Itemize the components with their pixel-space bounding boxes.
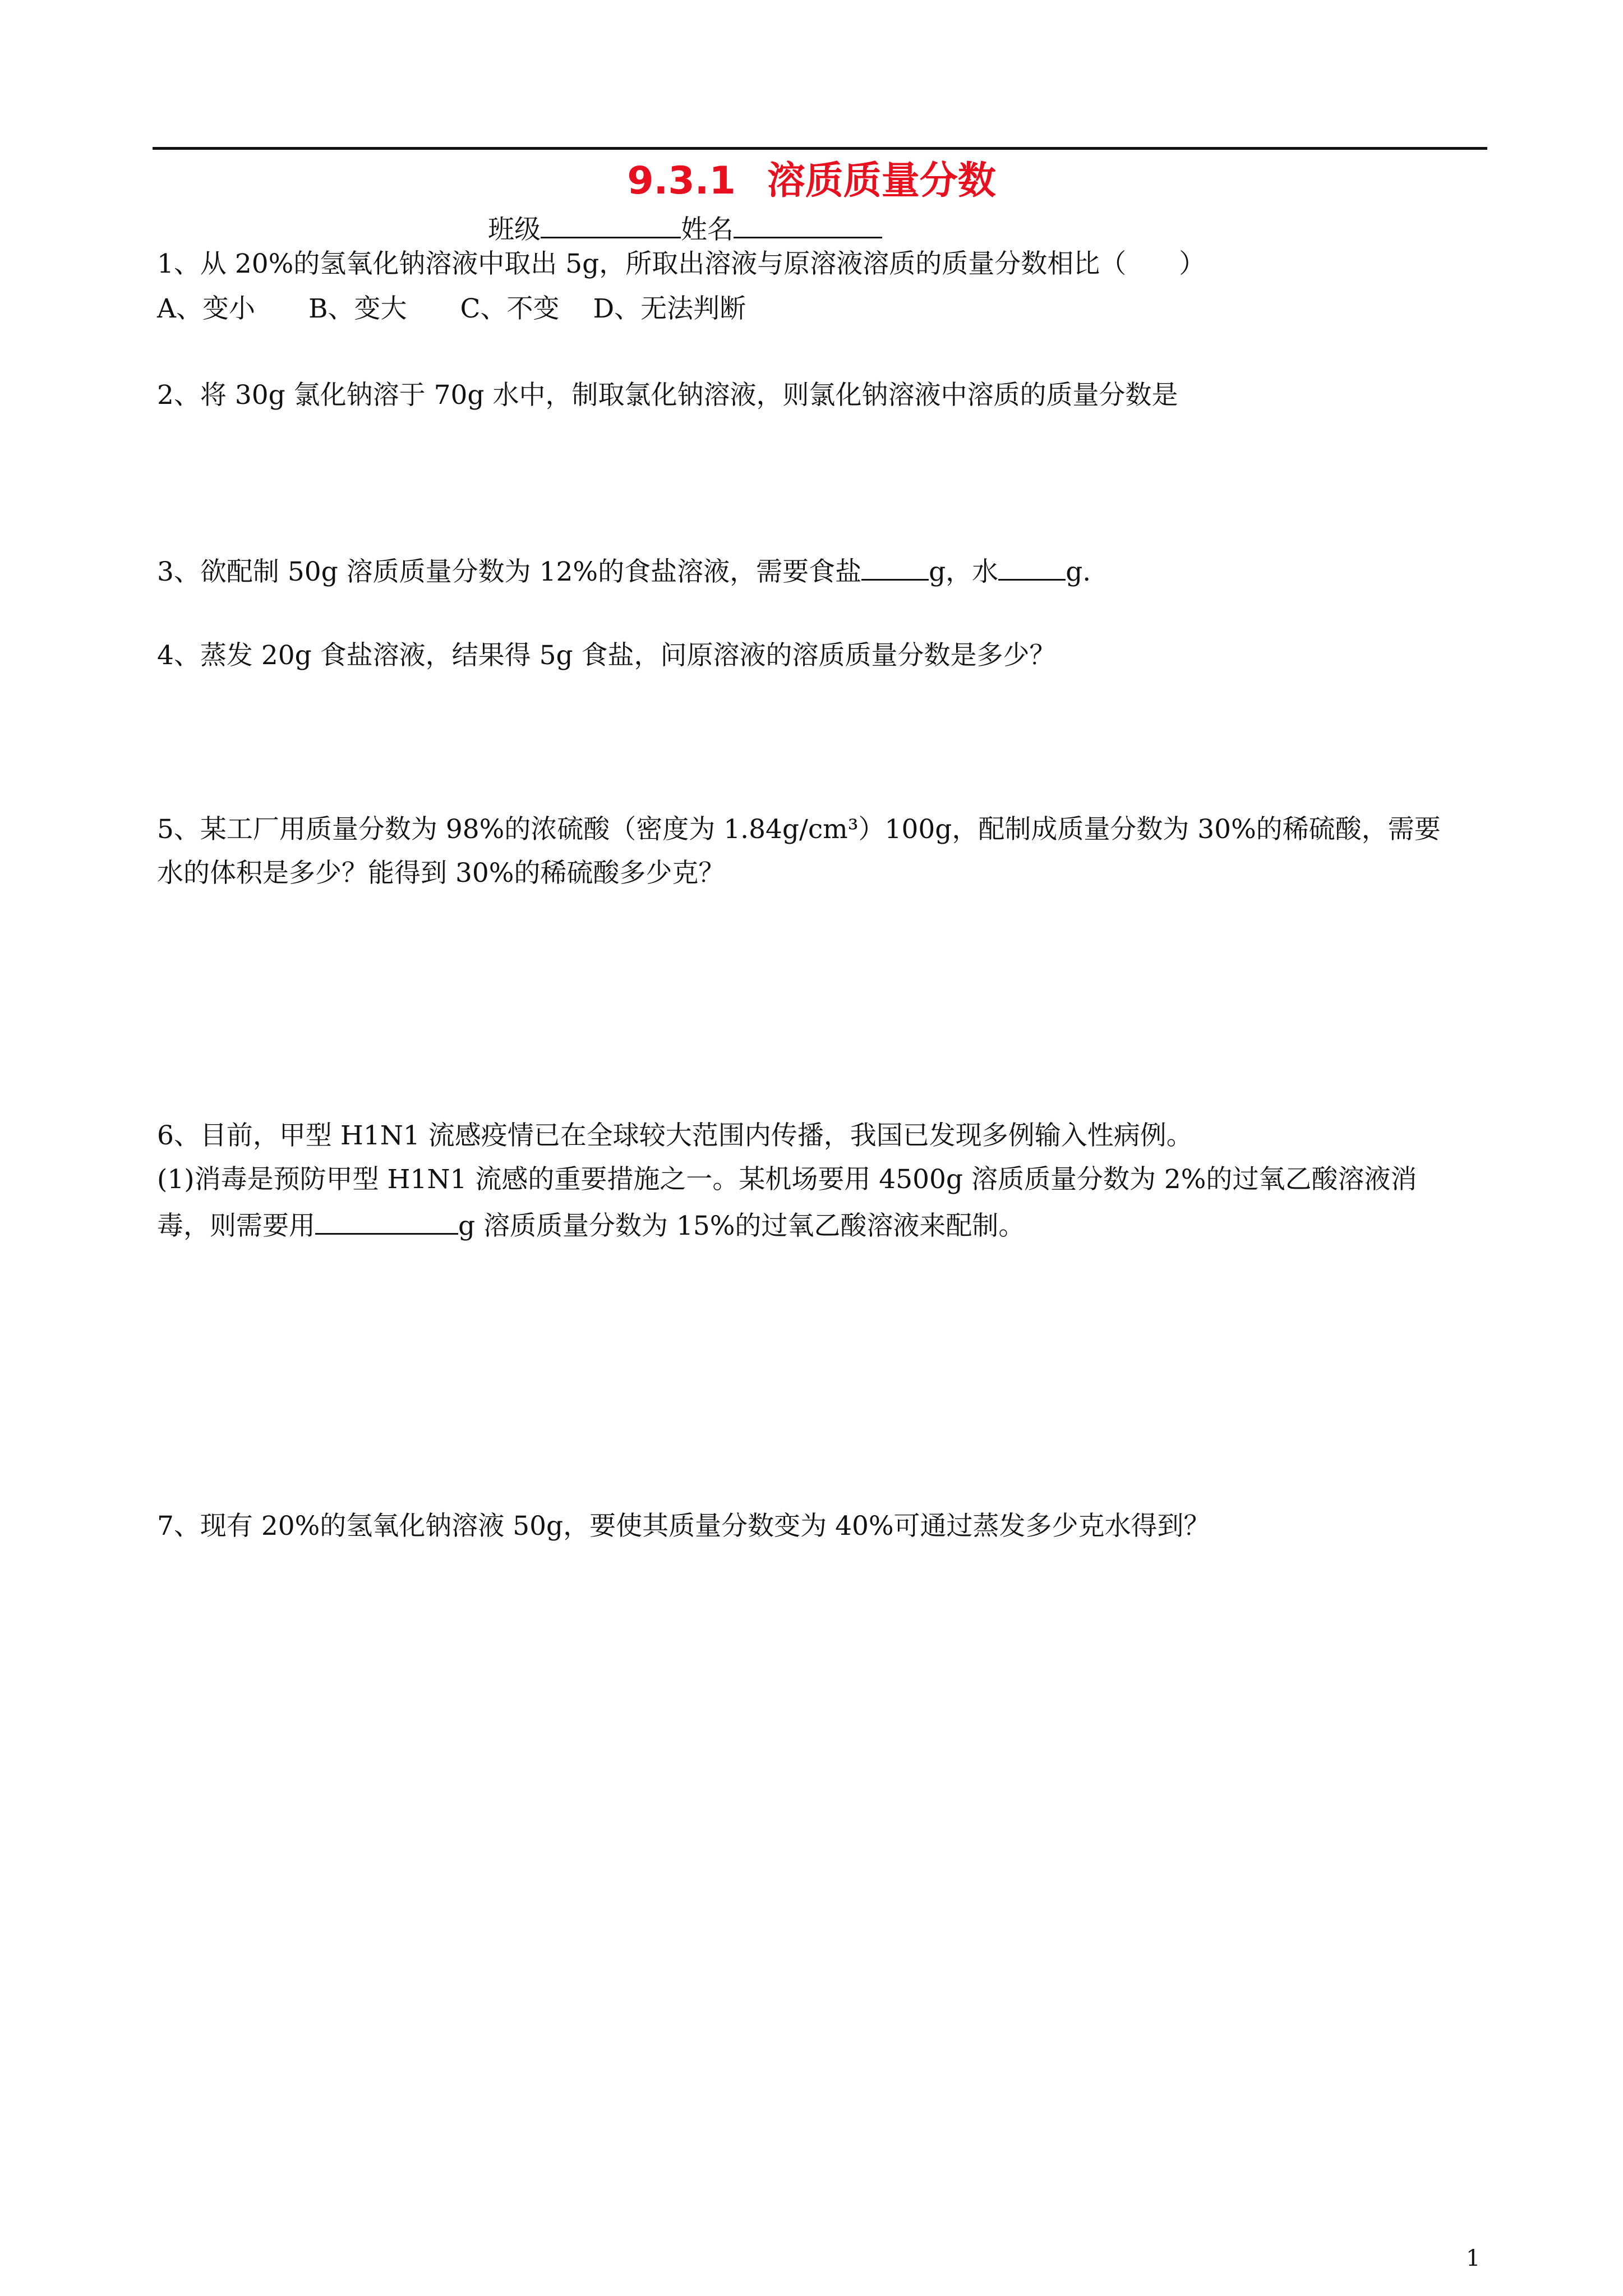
- question-6-line-2: [157, 1160, 1417, 1199]
- title-number: 9.3.1: [627, 159, 736, 203]
- option-a: A、变小: [157, 293, 255, 324]
- question-1-options: [157, 289, 746, 329]
- question-6-text-1: 6、目前，甲型 H1N1 流感疫情已在全球较大范围内传播，我国已发现多例输入性病例。: [157, 1120, 1193, 1151]
- question-5-text-1: 5、某工厂用质量分数为 98%的浓硫酸（密度为 1.84g/cm³）100g，配制成质量分数为 30%的稀硫酸，需要: [157, 814, 1441, 845]
- option-c: C、不变: [460, 293, 560, 324]
- water-blank[interactable]: [998, 550, 1066, 581]
- question-5-line-1: [157, 810, 1441, 849]
- question-6-text-3a: 毒，则需要用: [157, 1211, 315, 1241]
- question-5-line-2: [157, 854, 725, 893]
- class-label: 班级: [488, 214, 541, 245]
- question-7: [157, 1507, 1210, 1546]
- name-label: 姓名: [681, 214, 734, 245]
- page-title: [0, 156, 1623, 206]
- question-2: [157, 376, 1178, 415]
- question-6-line-3: [157, 1204, 1025, 1246]
- question-3-part3: g.: [1066, 556, 1091, 587]
- question-4-text: 4、蒸发 20g 食盐溶液，结果得 5g 食盐，问原溶液的溶质质量分数是多少？: [157, 640, 1056, 671]
- option-b: B、变大: [308, 293, 407, 324]
- question-6-text-3b: g 溶质质量分数为 15%的过氧乙酸溶液来配制。: [458, 1211, 1025, 1241]
- question-7-text: 7、现有 20%的氢氧化钠溶液 50g，要使其质量分数变为 40%可通过蒸发多少克水得到？: [157, 1511, 1210, 1542]
- name-blank[interactable]: [734, 208, 882, 238]
- question-3: [157, 550, 1091, 592]
- question-6-text-2: (1)消毒是预防甲型 H1N1 流感的重要措施之一。某机场要用 4500g 溶质质量分数为 2%的过氧乙酸溶液消: [157, 1164, 1417, 1195]
- question-4: [157, 636, 1056, 675]
- question-6-line-1: [157, 1116, 1193, 1156]
- question-1: [157, 245, 1205, 284]
- option-d: D、无法判断: [593, 293, 746, 324]
- question-5-text-2: 水的体积是多少？能得到 30%的稀硫酸多少克？: [157, 858, 725, 889]
- peracetic-acid-blank[interactable]: [315, 1204, 458, 1235]
- question-3-part2: g，水: [929, 556, 999, 587]
- title-text: 溶质质量分数: [767, 159, 996, 203]
- student-info: [488, 208, 882, 250]
- header-rule: [153, 147, 1487, 150]
- question-1-text: 1、从 20%的氢氧化钠溶液中取出 5g，所取出溶液与原溶液溶质的质量分数相比（ ）: [157, 249, 1206, 279]
- salt-blank[interactable]: [861, 550, 929, 581]
- class-blank[interactable]: [541, 208, 681, 238]
- question-2-text: 2、将 30g 氯化钠溶于 70g 水中，制取氯化钠溶液，则氯化钠溶液中溶质的质量分数是: [157, 380, 1178, 411]
- page-number: 1: [1466, 2246, 1481, 2271]
- question-3-part1: 3、欲配制 50g 溶质质量分数为 12%的食盐溶液，需要食盐: [157, 556, 862, 587]
